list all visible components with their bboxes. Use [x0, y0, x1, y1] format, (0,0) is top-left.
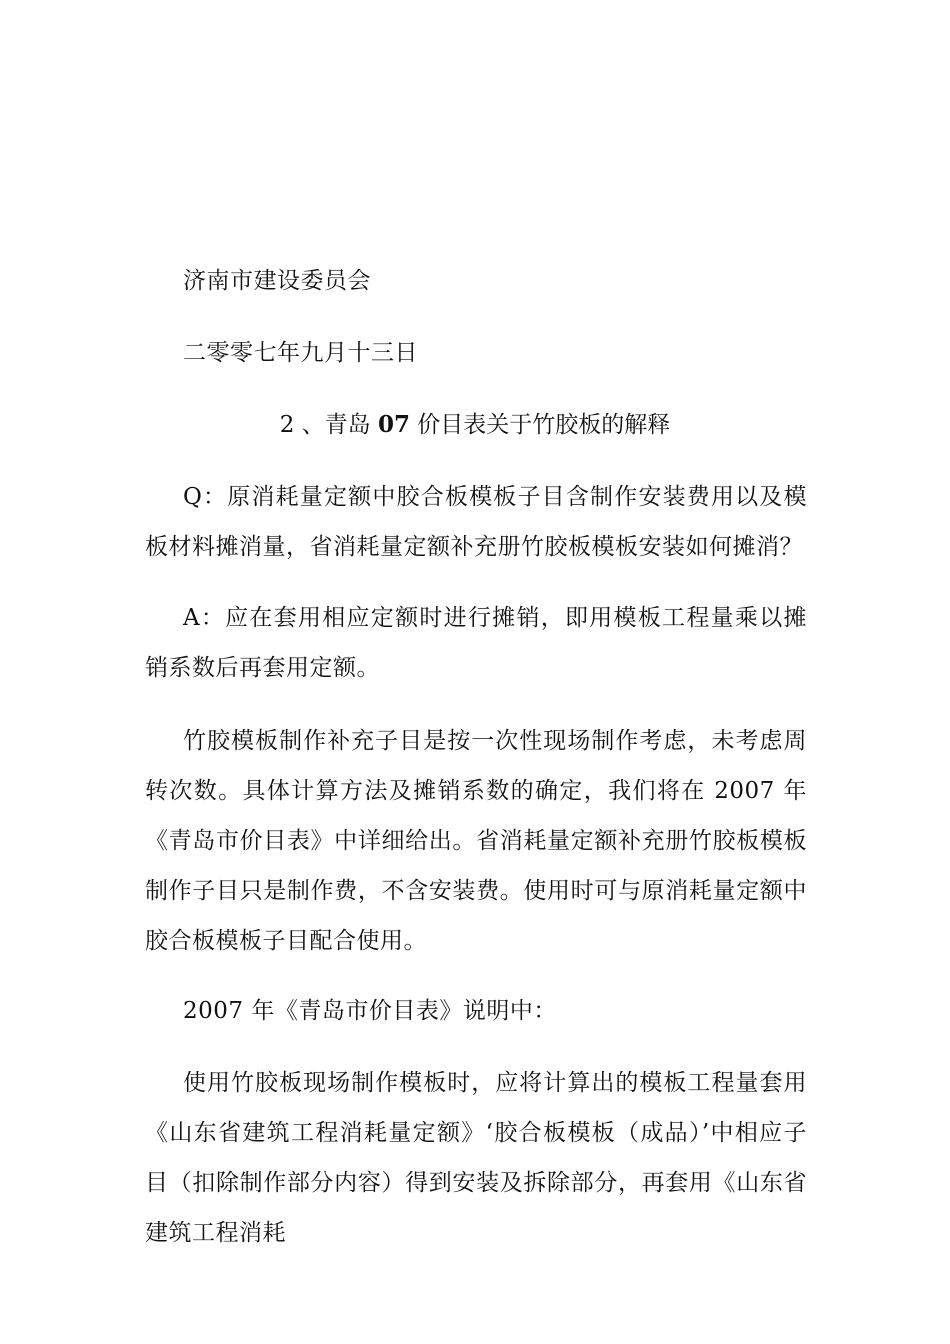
date-line: 二零零七年九月十三日 — [183, 340, 418, 366]
usage-paragraph: 使用竹胶板现场制作模板时，应将计算出的模板工程量套用《山东省建筑工程消耗量定额》‘胶合板模板（成品）’中相应子目（扣除制作部分内容）得到安装及拆除部分，再套用《山东省建筑工程消耗 — [145, 1070, 807, 1246]
heading-suffix: 价目表关于竹胶板的解释 — [409, 412, 671, 438]
question-paragraph: Q：原消耗量定额中胶合板模板子目含制作安装费用以及模板材料摊消量，省消耗量定额补充册竹胶板模板安装如何摊消？ — [145, 484, 807, 560]
answer-paragraph: A：应在套用相应定额时进行摊销，即用模板工程量乘以摊销系数后再套用定额。 — [145, 605, 807, 681]
section-heading — [0, 410, 950, 440]
body-paragraph: 竹胶模板制作补充子目是按一次性现场制作考虑，未考虑周转次数。具体计算方法及摊销系数的确定，我们将在 2007 年《青岛市价目表》中详细给出。省消耗量定额补充册竹胶板模板制作子目只是制作费，不含安装费。使用时可与原消耗量定额中胶合板模板子目配合使用。 — [145, 728, 807, 954]
heading-prefix: 2 、青岛 — [279, 412, 378, 438]
sender-line: 济南市建设委员会 — [183, 268, 371, 294]
heading-bold-number: 07 — [377, 411, 410, 438]
note-intro-paragraph: 2007 年《青岛市价目表》说明中： — [183, 998, 557, 1024]
